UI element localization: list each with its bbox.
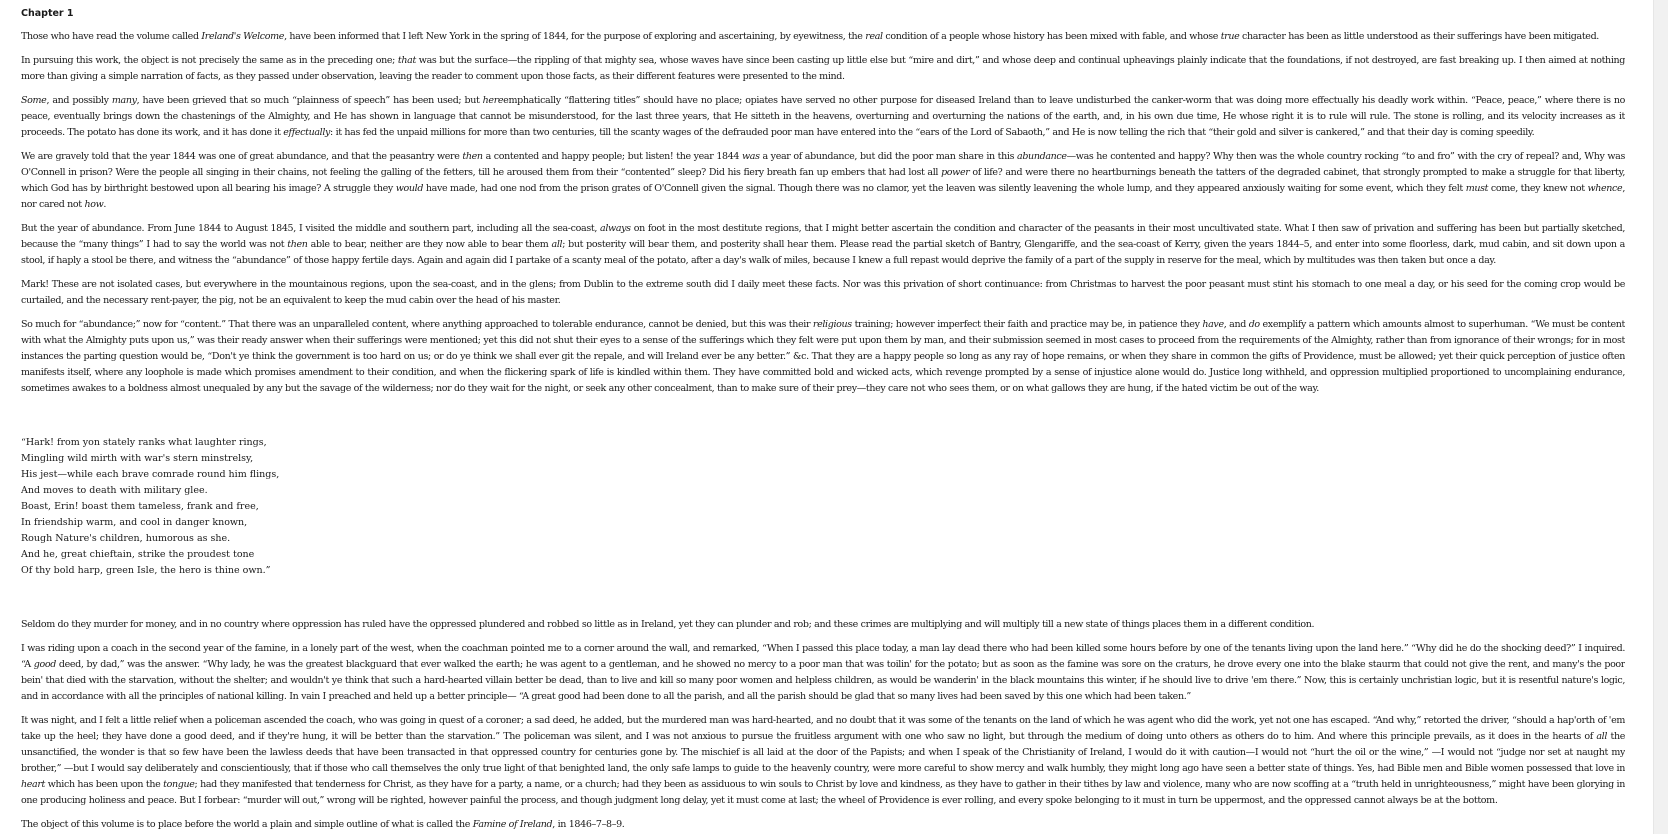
paragraph-text: . bbox=[103, 199, 107, 210]
paragraph bbox=[21, 277, 1625, 309]
emphasis-text: whence bbox=[1587, 183, 1623, 194]
poem-line: His jest—while each brave comrade round him flings, bbox=[21, 469, 280, 480]
poem-line: Rough Nature's children, humorous as she. bbox=[21, 533, 231, 544]
paragraph-text: deed, by dad,” was the answer. “Why lady, he was the greatest blackguard that ever walked the earth; he was agent to a gentleman, and he showed no mercy to a poor man that was toilin' for the potato; but as soon as the famine was sore on the craturs, he drove every one into the blake staurm that could not give the rent, and many's the poor bein' that died with the starvation, without the shelter; and wouldn't ye think that such a hard-hearted villain better be dead, than to live and kill so many poor women and helpless children, as would be wanderin' in the black mountains this winter, if he should live to drive 'em there.” Now, this is certainly unchristian logic, but it is resentful nature's logic, and in accordance with all the principles of national killing. In vain I preached and held up a better principle— “A great good had been done to all the parish, and all the parish should be glad that so many lives had been saved by this one which had been taken.” bbox=[21, 659, 1625, 702]
paragraph-text: —was he contented and happy? Why then was the whole country rocking “to and fro” with the cry of repeal? and, Why was O'Connell in prison? Were the people all singing in their chains, not feeling the galling of the fetters, till he aroused them from their “contented” sleep? Did his fiery breath fan up embers that had lost all bbox=[21, 151, 1625, 178]
paragraph-text: ; had they manifested that tenderness for Christ, as they have for a party, a name, or a church; had they been as assiduous to win souls to Christ by love and kindness, as they have to gather in their tithes by law and violence, many who are now scoffing at a “truth held in unrighteousness,” might have been glorying in one producing holiness and peace. But I forbear: “murder will out,” wrong will be righted, however painful the process, and though judgment long delay, yet it must come at last; the wheel of Providence is ever rolling, and every spoke belonging to it must in turn be uppermost, and the oppressed cannot always be at the bottom. bbox=[21, 779, 1625, 806]
poem-line: And he, great chieftain, strike the proudest tone bbox=[21, 549, 255, 560]
paragraph-text: exemplify a pattern which amounts almost to superhuman. “We must be content with what the Almighty puts upon us,” was their ready answer when their sufferings were mentioned; yet this did not shut their eyes to a sense of the sufferings which they felt were put upon them by man, and their submission seemed in most cases to proceed from the requirements of the Almighty, rather than from ignorance of their wrongs; for in most instances the parting question would be, “Don't ye think the government is too hard on us; or do ye think we shall ever git the repale, and will Ireland ever be any better.” &c. That they are a happy people so long as any ray of hope remains, or when they share in common the gifts of Providence, must be allowed; yet their quick perception of justice often manifests itself, where any loophole is made which promises amendment to their condition, and when the flickering spark of life is kindled within them. They have committed bold and wicked acts, which revenge prompted by a sense of injustice alone would do. Justice long withheld, and oppression multiplied proportioned to uncomplaining endurance, sometimes awakes to a boldness almost unequaled by any but the savage of the wilderness; nor do they wait for the night, or seek any other concealment, than to make sure of their prey—they care not who sees them, or on what gallows they are hung, if the hated victim be out of the way. bbox=[21, 319, 1625, 394]
paragraph-text: : it has fed the unpaid millions for more than two centuries, till the scanty wages of the defrauded poor man have entered into the “ears of the Lord of Sabaoth,” and He is now telling the rich that “their gold and silver is cankered,” and that their day is coming speedily. bbox=[330, 127, 1535, 138]
paragraph-text: a year of abundance, but did the poor man share in this bbox=[759, 151, 1017, 162]
paragraph bbox=[21, 317, 1625, 397]
paragraph-text: But the year of abundance. From June 1844 to August 1845, I visited the middle and southern part, including all the sea-coast, bbox=[21, 223, 601, 234]
emphasis-text: Some bbox=[21, 95, 47, 106]
emphasis-text: must bbox=[1465, 183, 1489, 194]
paragraph-text: ; but posterity will bear them, and posterity shall hear them. Please read the partial sketch of Bantry, Glengariffe, and the sea-coast of Kerry, given the years 1844–5, and enter into some floorless, dark, mud cabin, and sit down upon a stool, if haply a stool be there, and witness the “abundance” of those happy fertile days. Again and again did I partake of a scanty meal of the potato, after a day's walk of miles, because I knew a full repast would deprive the family of a part of the supply in reserve for the meal, which by multitudes was then taken but once a day. bbox=[21, 239, 1625, 266]
paragraph-text: training; however imperfect their faith and practice may be, in patience they bbox=[851, 319, 1203, 330]
emphasis-text: good bbox=[33, 659, 56, 670]
paragraph bbox=[21, 713, 1625, 809]
paragraph bbox=[21, 149, 1625, 213]
emphasis-text: do bbox=[1248, 319, 1260, 330]
paragraph bbox=[21, 93, 1625, 141]
emphasis-text: Famine of Ireland bbox=[472, 819, 553, 830]
emphasis-text: true bbox=[1220, 31, 1240, 42]
paragraph-text: , nor cared not bbox=[21, 183, 1625, 210]
paragraph bbox=[21, 617, 1625, 633]
paragraph-text: The object of this volume is to place before the world a plain and simple outline of what is called the bbox=[21, 819, 473, 830]
paragraph-text: able to bear, neither are they now able to bear them bbox=[307, 239, 552, 250]
emphasis-text: abundance bbox=[1017, 151, 1067, 162]
poem-line: Mingling wild mirth with war's stern minstrelsy, bbox=[21, 453, 254, 464]
vertical-scrollbar[interactable] bbox=[1653, 0, 1668, 834]
emphasis-text: have bbox=[1202, 319, 1224, 330]
paragraph-text: emphatically “flattering titles” should have no place; opiates have served no other purpose for diseased Ireland than to leave undisturbed the canker-worm that was doing more effectually his deadly work within. “Peace, peace,” where there is no peace, eventually brings down the chastenings of the Almighty, and He has shown in language that cannot be misunderstood, for the last three years, that He sitteth in the heavens, overturning and overturning the nations of the earth, and, in his own due time, He whose right it is to rule will rule. The stone is rolling, and its velocity increases as it proceeds. The potato has done its work, and it has done it bbox=[21, 95, 1625, 138]
paragraphs-top bbox=[21, 29, 1625, 397]
paragraph-text: a contented and happy people; but listen! the year 1844 bbox=[482, 151, 742, 162]
emphasis-text: Ireland's Welcome bbox=[201, 31, 285, 42]
paragraph-text: on foot in the most destitute regions, that I might better ascertain the condition and character of the peasants in their most uncultivated state. What I then saw of privation and suffering has been but partially sketched, because the “many things” I had to say the world was not bbox=[21, 223, 1625, 250]
emphasis-text: then bbox=[462, 151, 483, 162]
poem-line: Of thy bold harp, green Isle, the hero is thine own.” bbox=[21, 565, 271, 576]
emphasis-text: would bbox=[395, 183, 424, 194]
emphasis-text: always bbox=[600, 223, 631, 234]
paragraph-text: Seldom do they murder for money, and in no country where oppression has ruled have the oppressed plundered and robbed so little as in Ireland, yet they can plunder and rob; and these crimes are multiplying and will multiply till a new state of things places them in a different condition. bbox=[21, 619, 1315, 630]
poem-line: In friendship warm, and cool in danger known, bbox=[21, 517, 248, 528]
paragraph-text: Mark! These are not isolated cases, but everywhere in the mountainous regions, upon the sea-coast, and in the glens; from Dublin to the extreme south did I daily meet these facts. Nor was this privation of short continuance: from Christmas to harvest the poor peasant must stint his stomach to one meal a day, or his seed for the coming crop would be curtailed, and the necessary rent-payer, the pig, not be an equivalent to keep the mud cabin over the head of his master. bbox=[21, 279, 1625, 306]
paragraph-text: was but the surface—the rippling of that mighty sea, whose waves have since been casting up little else but “mire and dirt,” and whose deep and continual upheavings plainly indicate that the foundations, if not destroyed, are fast breaking up. I then aimed at nothing more than giving a simple narration of facts, as they passed under observation, leaving the reader to comment upon those facts, as their different features were presented to the mind. bbox=[21, 55, 1625, 82]
paragraph-text: the unsanctified, the wonder is that so few have been the lawless deeds that have been transacted in that oppressed country for centuries gone by. The mischief is all laid at the door of the Papists; and when I speak of the Christianity of Ireland, I would do it with caution—I would not “hurt the oil or the wine,” —I would not “judge nor set at naught my brother,” —but I would say deliberately and conscientiously, that if those who call themselves the only true light of that benighted land, the only safe lamps to guide to the heavenly country, were more careful to show mercy and walk humbly, they might long ago have seen a better state of things. Yes, had Bible men and Bible women possessed that love in bbox=[21, 731, 1625, 774]
paragraph-text: , have been grieved that so much “plainness of speech” has been used; but bbox=[136, 95, 483, 106]
paragraph-text: character has been as little understood as their sufferings have been mitigated. bbox=[1239, 31, 1599, 42]
emphasis-text: here bbox=[482, 95, 504, 106]
paragraph-text: of life? and were there no heartburnings beneath the tatters of the degraded cabinet, that strongly prompted to make a struggle for that liberty, which God has by birthright bestowed upon all bearing his image? A struggle they bbox=[21, 167, 1625, 194]
paragraph-text: come, they knew not bbox=[1488, 183, 1588, 194]
paragraph-text: We are gravely told that the year 1844 was one of great abundance, and that the peasantry were bbox=[21, 151, 463, 162]
paragraph bbox=[21, 29, 1625, 45]
paragraph-text: have made, had one nod from the prison grates of O'Connell given the signal. Though there was no clamor, yet the leaven was silently leavening the whole lump, and they appeared anxiously waiting for some event, which they felt bbox=[423, 183, 1466, 194]
emphasis-text: all bbox=[1596, 731, 1608, 742]
emphasis-text: power bbox=[941, 167, 970, 178]
paragraph-text: In pursuing this work, the object is not precisely the same as in the preceding one; bbox=[21, 55, 398, 66]
paragraph-text: , have been informed that I left New York in the spring of 1844, for the purpose of exploring and ascertaining, by eyewitness, the bbox=[284, 31, 866, 42]
emphasis-text: was bbox=[741, 151, 760, 162]
paragraph-text: So much for “abundance;” now for “content.” That there was an unparalleled content, where anything approached to tolerable endurance, cannot be denied, but this was their bbox=[21, 319, 813, 330]
emphasis-text: religious bbox=[812, 319, 852, 330]
poem-line: “Hark! from yon stately ranks what laughter rings, bbox=[21, 437, 267, 448]
paragraph bbox=[21, 641, 1625, 705]
emphasis-text: effectually bbox=[283, 127, 331, 138]
emphasis-text: that bbox=[397, 55, 416, 66]
poem-line: And moves to death with military glee. bbox=[21, 485, 208, 496]
paragraph-text: condition of a people whose history has been mixed with fable, and whose bbox=[882, 31, 1221, 42]
paragraph bbox=[21, 221, 1625, 269]
emphasis-text: tongue bbox=[163, 779, 195, 790]
chapter-title: Chapter 1 bbox=[21, 8, 74, 19]
emphasis-text: then bbox=[287, 239, 308, 250]
paragraph-text: It was night, and I felt a little relief when a policeman ascended the coach, who was going in quest of a coroner; a sad deed, he added, but the murdered man was hard-hearted, and no doubt that it was some of the tenants on the land of which he was agent who did the work, yet not one has escaped. “And why,” retorted the driver, “should a hap'orth of 'em take up the heel; they have done a good deed, and if they're hung, it will be better than the starvation.” The policeman was silent, and I was not anxious to pursue the fruitless argument with one who saw no light, but through the medium of doing unto others as others do to him. And where this principle prevails, as it does in the hearts of bbox=[21, 715, 1625, 742]
paragraph-text: , in 1846–7–8–9. bbox=[552, 819, 625, 830]
paragraph bbox=[21, 817, 1625, 833]
document-page bbox=[21, 8, 1625, 834]
paragraph-text: , and bbox=[1223, 319, 1249, 330]
paragraph-text: , and possibly bbox=[46, 95, 112, 106]
paragraph bbox=[21, 53, 1625, 85]
poem-line: Boast, Erin! boast them tameless, frank and free, bbox=[21, 501, 259, 512]
paragraph-text: I was riding upon a coach in the second year of the famine, in a lonely part of the west, when the coachman pointed me to a corner around the wall, and remarked, “When I passed this place today, a man lay dead there who had been killed some hours before by one of the tenants living upon the land here.” “Why did he do the shocking deed?” I inquired. “A bbox=[21, 643, 1625, 670]
paragraph-text: which has been upon the bbox=[45, 779, 164, 790]
emphasis-text: all bbox=[551, 239, 563, 250]
paragraphs-bottom bbox=[21, 617, 1625, 833]
emphasis-text: how bbox=[84, 199, 104, 210]
emphasis-text: real bbox=[865, 31, 883, 42]
paragraph-text: Those who have read the volume called bbox=[21, 31, 202, 42]
emphasis-text: heart bbox=[21, 779, 46, 790]
poem-block bbox=[21, 435, 1625, 579]
emphasis-text: many bbox=[111, 95, 137, 106]
